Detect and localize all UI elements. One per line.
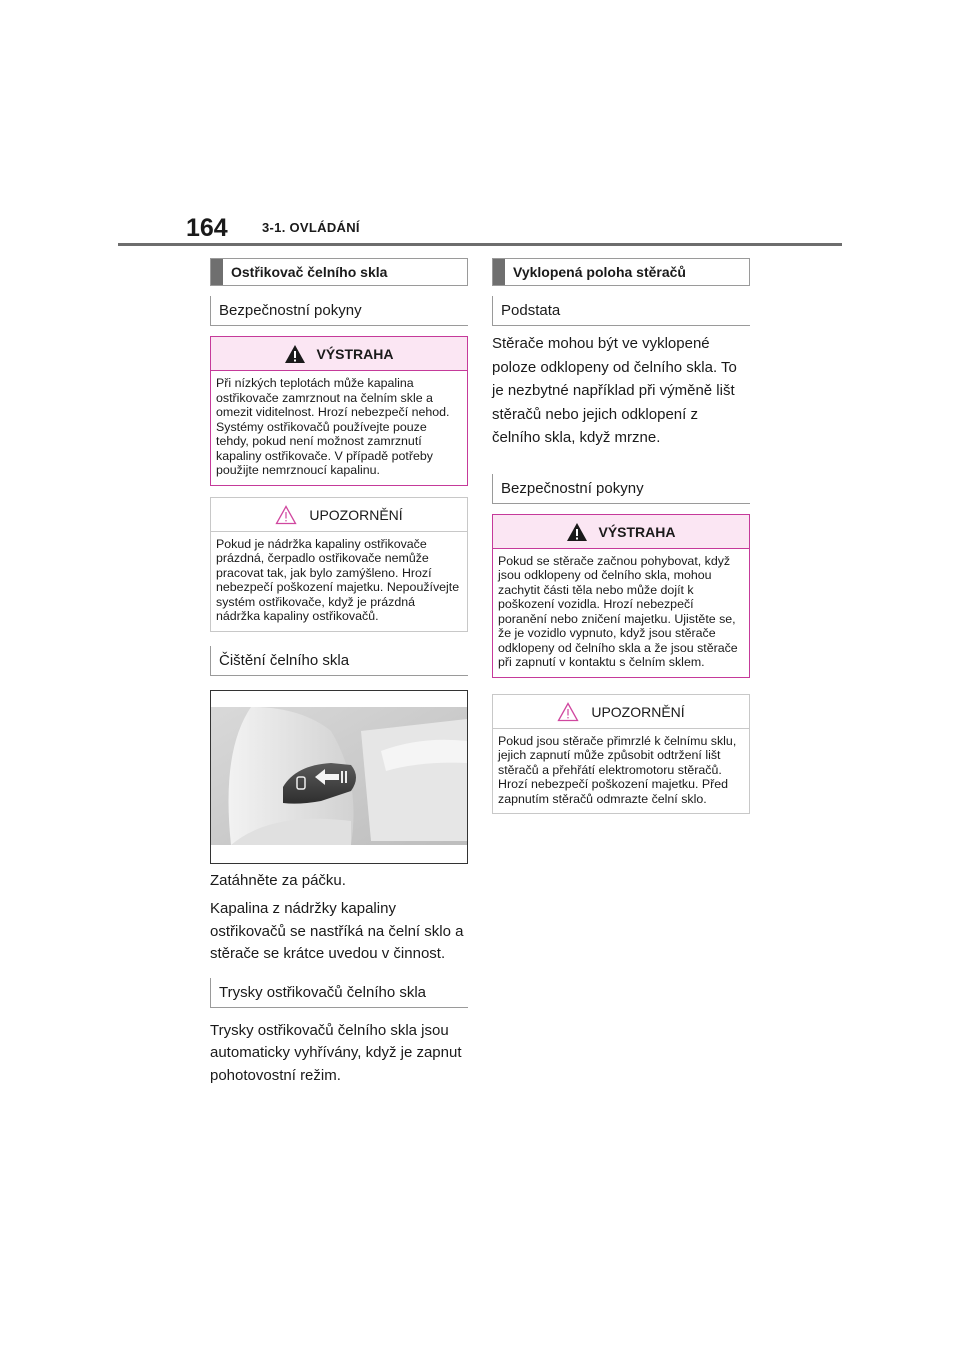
warning-text: Při nízkých teplotách může kapalina ostřikovače zamrznout na čelním skle a omezit viditelnost. Hrozí nebezpečí nehod. Systémy ostřikovačů používejte pouze tehdy, pokud není možnost zamrznutí kapaliny ostřikovače. V případě potřeby použijte nemrznoucí kapalinu. [211, 370, 467, 485]
cleaning-text: Kapalina z nádržky kapaliny ostřikovačů se nastříká na čelní sklo a stěrače se krátce uvedou v činnost. [210, 900, 464, 962]
notice-title-text: UPOZORNĚNÍ [591, 703, 685, 720]
page-number: 164 [186, 214, 228, 242]
wiper-lever-illustration [210, 690, 468, 864]
notice-box [492, 694, 750, 815]
subheading-safety: Bezpečnostní pokyny [492, 474, 750, 504]
warning-title-text: VÝSTRAHA [598, 523, 676, 540]
essence-text: Stěrače mohou být ve vyklopené poloze odklopeny od čelního skla. To je nezbytné například při výměně lišt stěračů nebo jejich odklopení z čelního skla, když mrzne. [492, 335, 737, 446]
warning-title-text: VÝSTRAHA [316, 346, 394, 362]
notice-title [493, 695, 749, 728]
warning-title [211, 337, 467, 370]
notice-title [211, 498, 467, 531]
pull-lever-text: Zatáhněte za páčku. [210, 871, 346, 889]
left-column [210, 258, 468, 1087]
chapter-title: 3-1. OVLÁDÁNÍ [262, 220, 360, 235]
warning-triangle-filled-icon [284, 344, 306, 364]
subheading-nozzles: Trysky ostřikovačů čelního skla [210, 978, 468, 1008]
warning-title [493, 515, 749, 548]
warning-text: Pokud se stěrače začnou pohybovat, když jsou odklopeny od čelního skla, mohou zachytit části těla nebo může dojít k poškození vozidla. Hrozí nebezpečí poranění nebo zničení majetku. Ujistěte se, že je vozidlo vypnuto, když jsou stěrače odklopeny od čelního skla a že jsou stěrače při zapnutí v kontaktu s čelním sklem. [493, 548, 749, 677]
section-heading-text: Vyklopená poloha stěračů [513, 264, 686, 280]
warning-box [210, 336, 468, 486]
header-rule [118, 243, 842, 246]
wiper-lever-drawing [211, 691, 467, 863]
notice-text: Pokud jsou stěrače přimrzlé k čelnímu sklu, jejich zapnutí může způsobit odtržení lišt stěračů a přehřátí elektromotoru stěračů. Hrozí nebezpečí poškození majetku. Před zapnutím stěračů odmrazte čelní sklo. [493, 728, 749, 814]
section-heading-wiper-position [492, 258, 750, 286]
notice-box [210, 497, 468, 632]
subheading-safety: Bezpečnostní pokyny [210, 296, 468, 326]
section-heading-text: Ostřikovač čelního skla [231, 264, 388, 280]
warning-triangle-filled-icon [566, 522, 588, 542]
warning-triangle-outline-icon [275, 505, 297, 525]
warning-box [492, 514, 750, 678]
subheading-cleaning: Čištění čelního skla [210, 646, 468, 676]
subheading-essence: Podstata [492, 296, 750, 326]
right-column [492, 258, 750, 814]
notice-title-text: UPOZORNĚNÍ [309, 506, 403, 523]
nozzles-text: Trysky ostřikovačů čelního skla jsou automaticky vyhřívány, když je zapnut pohotovostní režim. [210, 1021, 462, 1084]
section-heading-washer [210, 258, 468, 286]
notice-text: Pokud je nádržka kapaliny ostřikovače prázdná, čerpadlo ostřikovače nemůže pracovat tak, jak bylo zamýšleno. Hrozí nebezpečí poškození majetku. Nepoužívejte systém ostřikovače, když je prázdná nádržka kapaliny ostřikovačů. [211, 531, 467, 631]
warning-triangle-outline-icon [557, 702, 579, 722]
